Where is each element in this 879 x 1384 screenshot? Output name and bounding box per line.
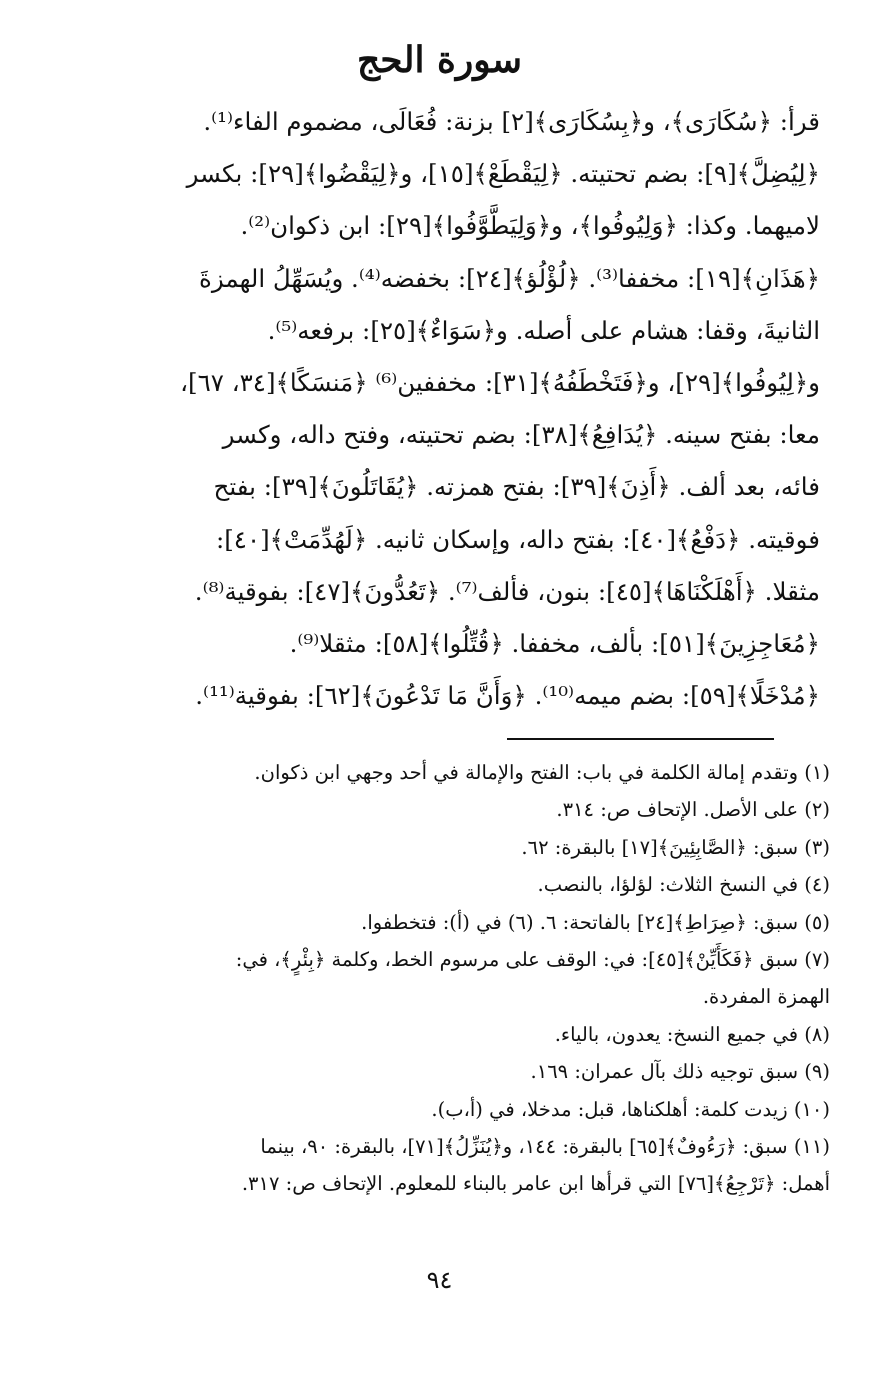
text-line: فوقيته. ﴿دَفْعُ﴾[٤٠]: بفتح داله، وإسكان ثانيه. ﴿لَهُدِّمَتْ﴾[٤٠]: (215, 524, 820, 554)
page-number: ٩٤ (426, 1266, 453, 1294)
footnote: (٧) سبق ﴿فَكَأَيِّنْ﴾[٤٥]: في: الوقف على مرسوم الخط، وكلمة ﴿بِئْرٍ﴾، في: (235, 948, 830, 972)
footnote: (٥) سبق: ﴿صِرَاطِ﴾[٢٤] بالفاتحة: ٦. (٦) في (أ): فتخطفوا. (361, 910, 830, 934)
text-line: معا: بفتح سينه. ﴿يُدَافِعُ﴾[٣٨]: بضم تحتيته، وفتح داله، وكسر (222, 420, 820, 450)
main-text (60, 96, 820, 722)
footnote: (١٠) زيدت كلمة: أهلكناها، قبل: مدخلا، في (أ،ب). (431, 1097, 830, 1121)
text-line: لاميهما. وكذا: ﴿وَلِيُوفُوا﴾، و﴿وَلِيَطَّوَّفُوا﴾[٢٩]: ابن ذكوان⁽²⁾. (240, 211, 820, 241)
footnote-separator (507, 738, 774, 740)
text-line: الثانيةَ، وقفا: هشام على أصله. و﴿سَوَاءٌ﴾[٢٥]: برفعه⁽⁵⁾. (267, 315, 820, 345)
text-line: ﴿هَذَانِ﴾[١٩]: مخففا⁽³⁾. ﴿لُؤْلُؤ﴾[٢٤]: بخفضه⁽⁴⁾. ويُسَهِّلُ الهمزةَ (199, 263, 820, 293)
footnote-continuation: أهمل: ﴿تَرْجِعُ﴾[٧٦] التي قرأها ابن عامر بالبناء للمعلوم. الإتحاف ص: ٣١٧. (241, 1172, 830, 1196)
text-line: فائه، بعد ألف. ﴿أَذِنَ﴾[٣٩]: بفتح همزته. ﴿يُقَاتَلُونَ﴾[٣٩]: بفتح (213, 472, 820, 502)
footnote: (٤) في النسخ الثلاث: لؤلؤا، بالنصب. (537, 873, 830, 897)
page-title: سورة الحج (357, 39, 522, 81)
text-line: ﴿لِيُضِلَّ﴾[٩]: بضم تحتيته. ﴿لِيَقْطَعْ﴾[١٥]، و﴿لِيَقْضُوا﴾[٢٩]: بكسر (186, 159, 820, 189)
text-line: مثقلا. ﴿أَهْلَكْنَاهَا﴾[٤٥]: بنون، فألف⁽⁷⁾. ﴿تَعُدُّونَ﴾[٤٧]: بفوقية⁽⁸⁾. (194, 576, 820, 606)
footnote: (١١) سبق: ﴿رَءُوفٌ﴾[٦٥] بالبقرة: ١٤٤، و﴿يُنَزِّلُ﴾[٧١]، بالبقرة: ٩٠، بينما (260, 1135, 830, 1159)
text-line: ﴿مُدْخَلًا﴾[٥٩]: بضم ميمه⁽¹⁰⁾. ﴿وَأَنَّ مَا تَدْعُونَ﴾[٦٢]: بفوقية⁽¹¹⁾. (195, 681, 820, 711)
footnote: (٣) سبق: ﴿الصَّابِئِينَ﴾[١٧] بالبقرة: ٦٢. (521, 835, 830, 859)
text-line: و﴿لِيُوفُوا﴾[٢٩]، و﴿فَتَخْطَفُهُ﴾[٣١]: مخففين⁽⁶⁾ ﴿مَنسَكًا﴾[٣٤، ٦٧]، (180, 368, 820, 398)
footnote: (٢) على الأصل. الإتحاف ص: ٣١٤. (556, 798, 830, 822)
text-line: ﴿مُعَاجِزِينَ﴾[٥١]: بألف، مخففا. ﴿قُتِّلُوا﴾[٥٨]: مثقلا⁽⁹⁾. (289, 629, 820, 659)
footnote: (٨) في جميع النسخ: يعدون، بالياء. (554, 1022, 830, 1046)
footnote: (١) وتقدم إمالة الكلمة في باب: الفتح والإمالة في أحد وجهي ابن ذكوان. (254, 761, 830, 784)
footnotes (40, 754, 830, 1203)
footnote-continuation: الهمزة المفردة. (702, 985, 830, 1009)
footnote: (٩) سبق توجيه ذلك بآل عمران: ١٦٩. (530, 1060, 830, 1084)
text-line: قرأ: ﴿سُكَارَى﴾، و﴿بِسُكَارَى﴾[٢] بزنة: فُعَالَى، مضموم الفاء⁽¹⁾. (203, 107, 820, 136)
